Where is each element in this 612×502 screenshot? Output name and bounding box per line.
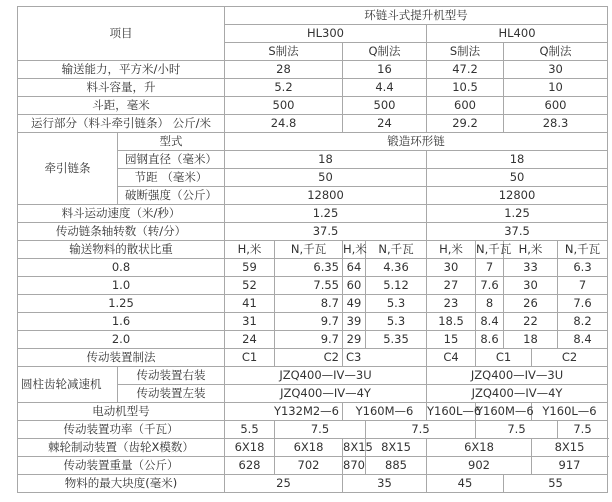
row-label: 2.0 (18, 331, 225, 349)
cell-value: 52 (225, 277, 275, 295)
cell-value: JZQ400—IV—3U (225, 367, 427, 385)
cell-value: 1.25 (427, 205, 608, 223)
table-row (18, 277, 608, 295)
cell-value: 7.5 (275, 421, 366, 439)
cell-value: 64 (343, 259, 366, 277)
table-row (18, 97, 608, 115)
cell-value: 5.2 (225, 79, 343, 97)
row-label: 传动装置功率（千瓦） (18, 421, 225, 439)
table-row (18, 475, 608, 493)
cell-value: 7.5 (558, 421, 608, 439)
cell-value: Y132M2—6 (225, 403, 343, 421)
table-row (18, 205, 608, 223)
cell-value: 16 (343, 61, 427, 79)
cell-value: 7.5 (476, 421, 558, 439)
cell-value: Y160M—6 (343, 403, 427, 421)
cell-value: JZQ400—IV—4Y (427, 385, 608, 403)
row-label: 料斗容量，升 (18, 79, 225, 97)
cell-value: 8 (476, 295, 504, 313)
cell-value: 702 (275, 457, 343, 475)
cell-value: 23 (427, 295, 476, 313)
reducer-group-label: 圆柱齿轮减速机 (18, 367, 118, 403)
cell-value: 47.2 (427, 61, 504, 79)
row-label: 传动链条轴转数（转/分） (18, 223, 225, 241)
cell-value: 29 (343, 331, 366, 349)
cell-value: 22 (504, 313, 558, 331)
hl300-s-header: S制法 (225, 43, 343, 61)
cell-value: 30 (504, 61, 608, 79)
row-label: 电动机型号 (18, 403, 225, 421)
cell-value: 500 (225, 97, 343, 115)
spec-table-container (17, 6, 608, 493)
cell-value: 27 (427, 277, 476, 295)
cell-value: 50 (225, 169, 427, 187)
h-label: H,米 (343, 241, 366, 259)
cell-value: C2 (275, 349, 343, 367)
cell-value: 31 (225, 313, 275, 331)
cell-value: 24 (225, 331, 275, 349)
cell-value: 600 (427, 97, 504, 115)
cell-value: 8.4 (558, 331, 608, 349)
h-label: H,米 (504, 241, 558, 259)
table-row (18, 439, 608, 457)
table-row (18, 115, 608, 133)
table-row (18, 133, 608, 151)
cell-value: 18 (225, 151, 427, 169)
cell-value: C1 (225, 349, 275, 367)
h-label: H,米 (225, 241, 275, 259)
cell-value: 30 (504, 277, 558, 295)
table-row (18, 331, 608, 349)
row-label: 1.6 (18, 313, 225, 331)
cell-value: 7 (476, 259, 504, 277)
cell-value: Y160L—6 (427, 403, 476, 421)
row-label: 料斗运动速度（米/秒） (18, 205, 225, 223)
table-row (18, 457, 608, 475)
cell-value: 45 (427, 475, 504, 493)
cell-value: 7.6 (558, 295, 608, 313)
cell-value: 8X15 (366, 439, 427, 457)
cell-value: 5.3 (366, 295, 427, 313)
model-header: 环链斗式提升机型号 (225, 7, 608, 25)
cell-value: 锻造环形链 (225, 133, 608, 151)
cell-value: 7.55 (275, 277, 343, 295)
cell-value: C1 (476, 349, 532, 367)
cell-value: 9.7 (275, 331, 343, 349)
cell-value: 18.5 (427, 313, 476, 331)
cell-value: C4 (427, 349, 476, 367)
row-label: 输送能力，平方米/小时 (18, 61, 225, 79)
cell-value: 8X15 (532, 439, 608, 457)
cell-value: 50 (427, 169, 608, 187)
row-label: 输送物料的散状比重 (18, 241, 225, 259)
cell-value: 628 (225, 457, 275, 475)
cell-value: 39 (343, 313, 366, 331)
table-row (18, 295, 608, 313)
cell-value: 28 (225, 61, 343, 79)
n-label: N,千瓦 (476, 241, 504, 259)
cell-value: JZQ400—IV—4Y (225, 385, 427, 403)
cell-value: 500 (343, 97, 427, 115)
table-row (18, 241, 608, 259)
cell-value: 7.6 (476, 277, 504, 295)
cell-value: C3 (343, 349, 427, 367)
row-label: 斗距，毫米 (18, 97, 225, 115)
row-label: 传动装置左装 (118, 385, 225, 403)
table-row (18, 61, 608, 79)
cell-value: 600 (504, 97, 608, 115)
hl400-header: HL400 (427, 25, 608, 43)
cell-value: 30 (427, 259, 476, 277)
table-row (18, 349, 608, 367)
hl400-s-header: S制法 (427, 43, 504, 61)
cell-value: 59 (225, 259, 275, 277)
cell-value: 4.36 (366, 259, 427, 277)
hl300-q-header: Q制法 (343, 43, 427, 61)
cell-value: 8.4 (476, 313, 504, 331)
cell-value: 6.3 (558, 259, 608, 277)
cell-value: 25 (225, 475, 343, 493)
cell-value: 6X18 (275, 439, 343, 457)
cell-value: 5.3 (366, 313, 427, 331)
table-row (18, 421, 608, 439)
cell-value: 33 (504, 259, 558, 277)
h-label: H,米 (427, 241, 476, 259)
cell-value: 5.35 (366, 331, 427, 349)
cell-value: 18 (504, 331, 558, 349)
cell-value: 41 (225, 295, 275, 313)
row-label: 型式 (118, 133, 225, 151)
cell-value: 4.4 (343, 79, 427, 97)
row-label: 节距 （毫米） (118, 169, 225, 187)
chain-group-label: 牵引链条 (18, 133, 118, 205)
row-label: 物料的最大块度(毫米) (18, 475, 225, 493)
cell-value: 15 (427, 331, 476, 349)
hl400-q-header: Q制法 (504, 43, 608, 61)
cell-value: 9.7 (275, 313, 343, 331)
row-label: 1.0 (18, 277, 225, 295)
n-label: N,千瓦 (275, 241, 343, 259)
cell-value: C2 (532, 349, 608, 367)
header-row-1 (18, 7, 608, 25)
item-header: 项目 (18, 7, 225, 61)
table-row (18, 367, 608, 385)
table-row (18, 223, 608, 241)
cell-value: 8.7 (275, 295, 343, 313)
cell-value: Y160L—6 (532, 403, 608, 421)
cell-value: 10 (504, 79, 608, 97)
row-label: 园钢直径（毫米） (118, 151, 225, 169)
cell-value: 7 (558, 277, 608, 295)
row-label: 1.25 (18, 295, 225, 313)
n-label: N,千瓦 (558, 241, 608, 259)
bucket-elevator-spec-table (17, 6, 608, 493)
table-row (18, 313, 608, 331)
cell-value: 10.5 (427, 79, 504, 97)
row-label: 棘轮制动装置（齿轮X模数） (18, 439, 225, 457)
cell-value: 7.5 (366, 421, 476, 439)
cell-value: 8X15 (343, 439, 366, 457)
cell-value: 917 (532, 457, 608, 475)
n-label: N,千瓦 (366, 241, 427, 259)
cell-value: 6X18 (225, 439, 275, 457)
cell-value: 8.6 (476, 331, 504, 349)
cell-value: 55 (504, 475, 608, 493)
cell-value: Y160M—6 (476, 403, 532, 421)
cell-value: 8.2 (558, 313, 608, 331)
hl300-header: HL300 (225, 25, 427, 43)
cell-value: 885 (366, 457, 427, 475)
cell-value: 26 (504, 295, 558, 313)
cell-value: 12800 (427, 187, 608, 205)
cell-value: 60 (343, 277, 366, 295)
cell-value: 29.2 (427, 115, 504, 133)
cell-value: 6X18 (427, 439, 532, 457)
row-label: 传动装置重量（公斤） (18, 457, 225, 475)
cell-value: 24.8 (225, 115, 343, 133)
table-row (18, 259, 608, 277)
cell-value: 37.5 (427, 223, 608, 241)
cell-value: 870 (343, 457, 366, 475)
cell-value: 37.5 (225, 223, 427, 241)
cell-value: 28.3 (504, 115, 608, 133)
row-label: 传动装置制法 (18, 349, 225, 367)
cell-value: JZQ400—IV—3U (427, 367, 608, 385)
row-label: 破断强度（公斤） (118, 187, 225, 205)
cell-value: 1.25 (225, 205, 427, 223)
row-label: 运行部分（料斗牵引链条） 公斤/米 (18, 115, 225, 133)
cell-value: 6.35 (275, 259, 343, 277)
cell-value: 35 (343, 475, 427, 493)
cell-value: 49 (343, 295, 366, 313)
cell-value: 12800 (225, 187, 427, 205)
table-row (18, 79, 608, 97)
table-row (18, 403, 608, 421)
cell-value: 18 (427, 151, 608, 169)
cell-value: 5.12 (366, 277, 427, 295)
row-label: 传动装置右装 (118, 367, 225, 385)
cell-value: 24 (343, 115, 427, 133)
cell-value: 5.5 (225, 421, 275, 439)
cell-value: 902 (427, 457, 532, 475)
row-label: 0.8 (18, 259, 225, 277)
